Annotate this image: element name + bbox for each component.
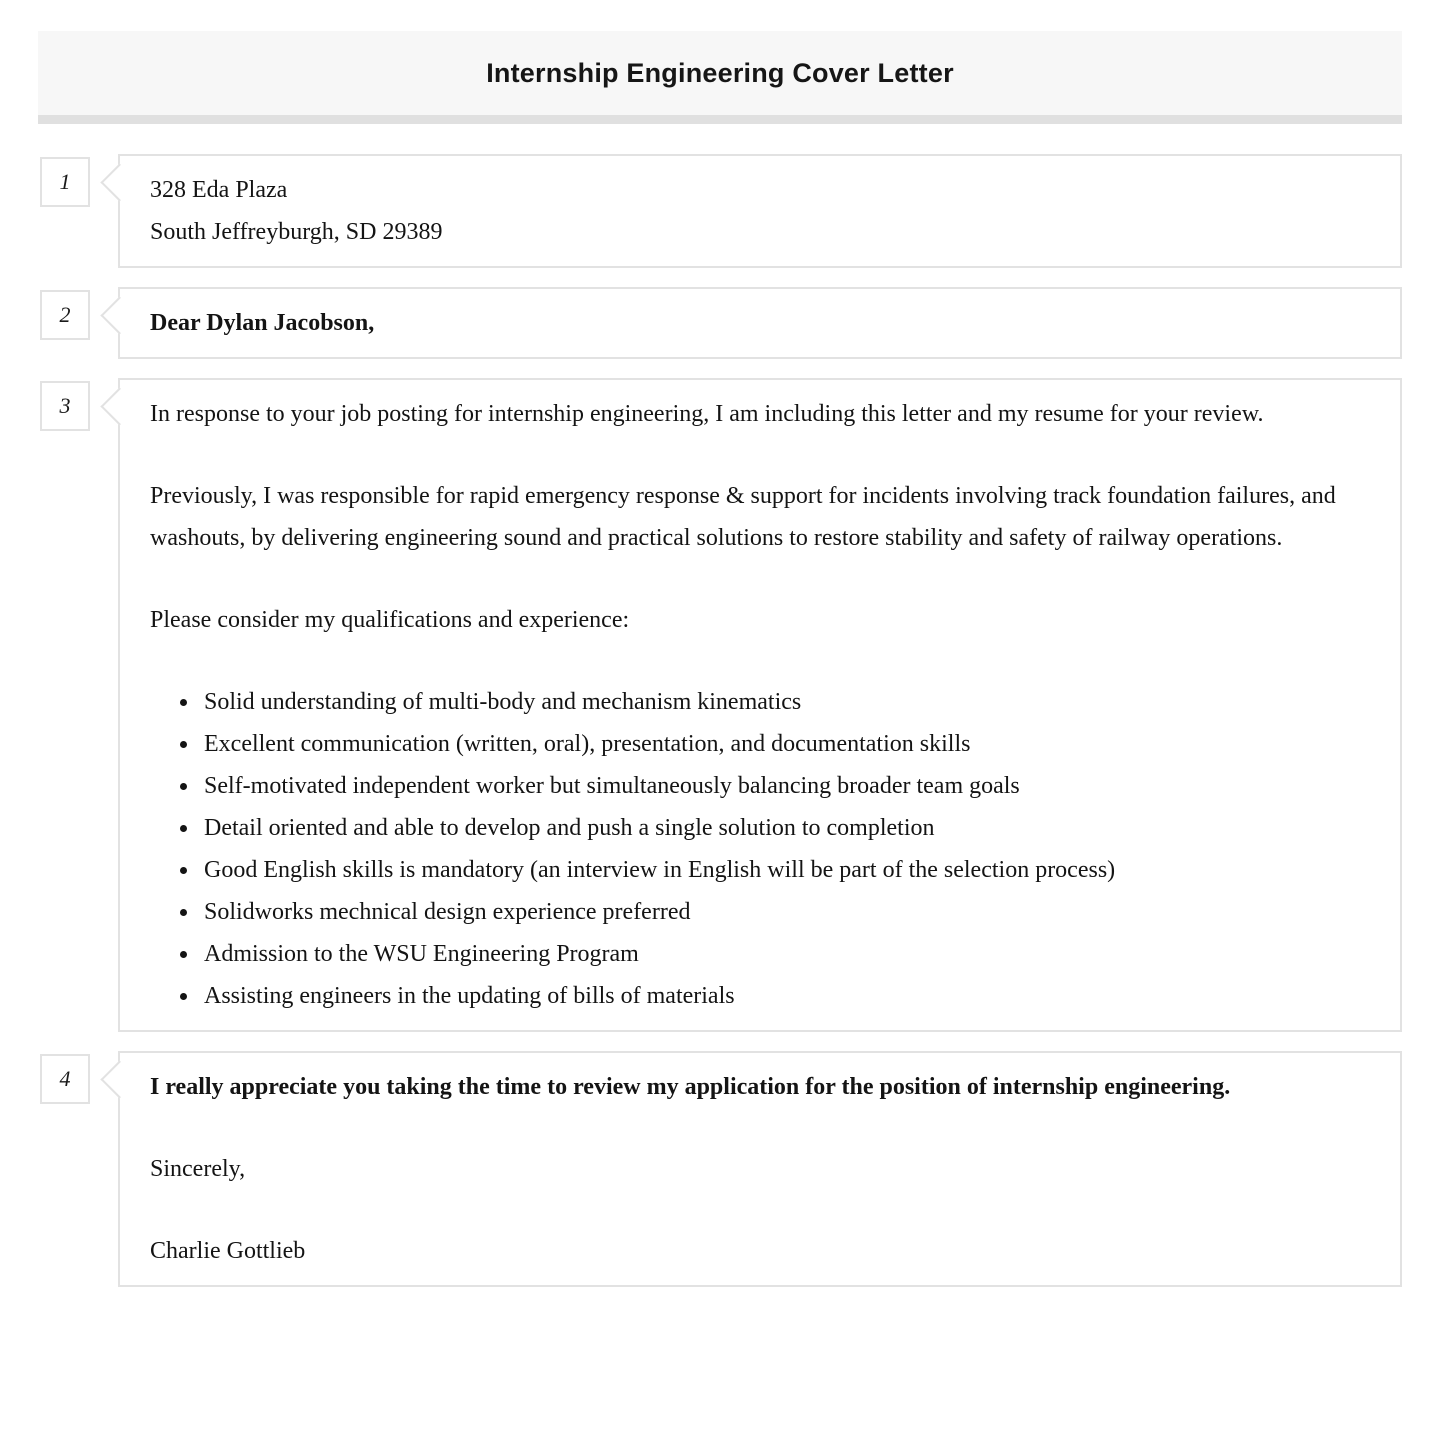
address-line-1: 328 Eda Plaza (150, 177, 288, 203)
section-salutation (38, 287, 1402, 359)
body-paragraph-2: Previously, I was responsible for rapid emergency response & support for incidents involving track foundation failures, and washouts, by delivering engineering sound and practical solutions to restore stability and safety of railway operations. (150, 483, 1336, 551)
closing-sign-off: Sincerely, (150, 1156, 246, 1182)
section-number-badge-1: 1 (40, 157, 90, 207)
section-closing (38, 1051, 1402, 1287)
section-number-badge-2: 2 (40, 290, 90, 340)
body-paragraph-1: In response to your job posting for internship engineering, I am including this letter and my resume for your review. (150, 401, 1264, 427)
qualification-item: • Solidworks mechnical design experience preferred (200, 891, 1370, 933)
qualification-item: • Good English skills is mandatory (an interview in English will be part of the selection process) (200, 849, 1370, 891)
body-box (118, 378, 1402, 1032)
qualifications-list (150, 681, 1370, 1017)
closing-signature: Charlie Gottlieb (150, 1238, 306, 1264)
qualification-item: • Self-motivated independent worker but simultaneously balancing broader team goals (200, 765, 1370, 807)
qualification-item: • Detail oriented and able to develop and push a single solution to completion (200, 807, 1370, 849)
page-header (38, 31, 1402, 124)
address-box (118, 154, 1402, 268)
cover-letter-content (38, 154, 1402, 1287)
qualification-item: • Assisting engineers in the updating of bills of materials (200, 975, 1370, 1017)
closing-appreciation: I really appreciate you taking the time to review my application for the position of internship engineering. (150, 1074, 1231, 1100)
address-line-2: South Jeffreyburgh, SD 29389 (150, 219, 443, 245)
page-title: Internship Engineering Cover Letter (486, 57, 954, 88)
section-body (38, 378, 1402, 1032)
section-address (38, 154, 1402, 268)
body-paragraph-3: Please consider my qualifications and experience: (150, 607, 630, 633)
qualification-item: • Excellent communication (written, oral), presentation, and documentation skills (200, 723, 1370, 765)
qualification-item: • Solid understanding of multi-body and mechanism kinematics (200, 681, 1370, 723)
salutation-box (118, 287, 1402, 359)
section-number-badge-4: 4 (40, 1054, 90, 1104)
section-number-badge-3: 3 (40, 381, 90, 431)
qualification-item: • Admission to the WSU Engineering Program (200, 933, 1370, 975)
salutation-text: Dear Dylan Jacobson, (150, 310, 375, 336)
closing-box (118, 1051, 1402, 1287)
